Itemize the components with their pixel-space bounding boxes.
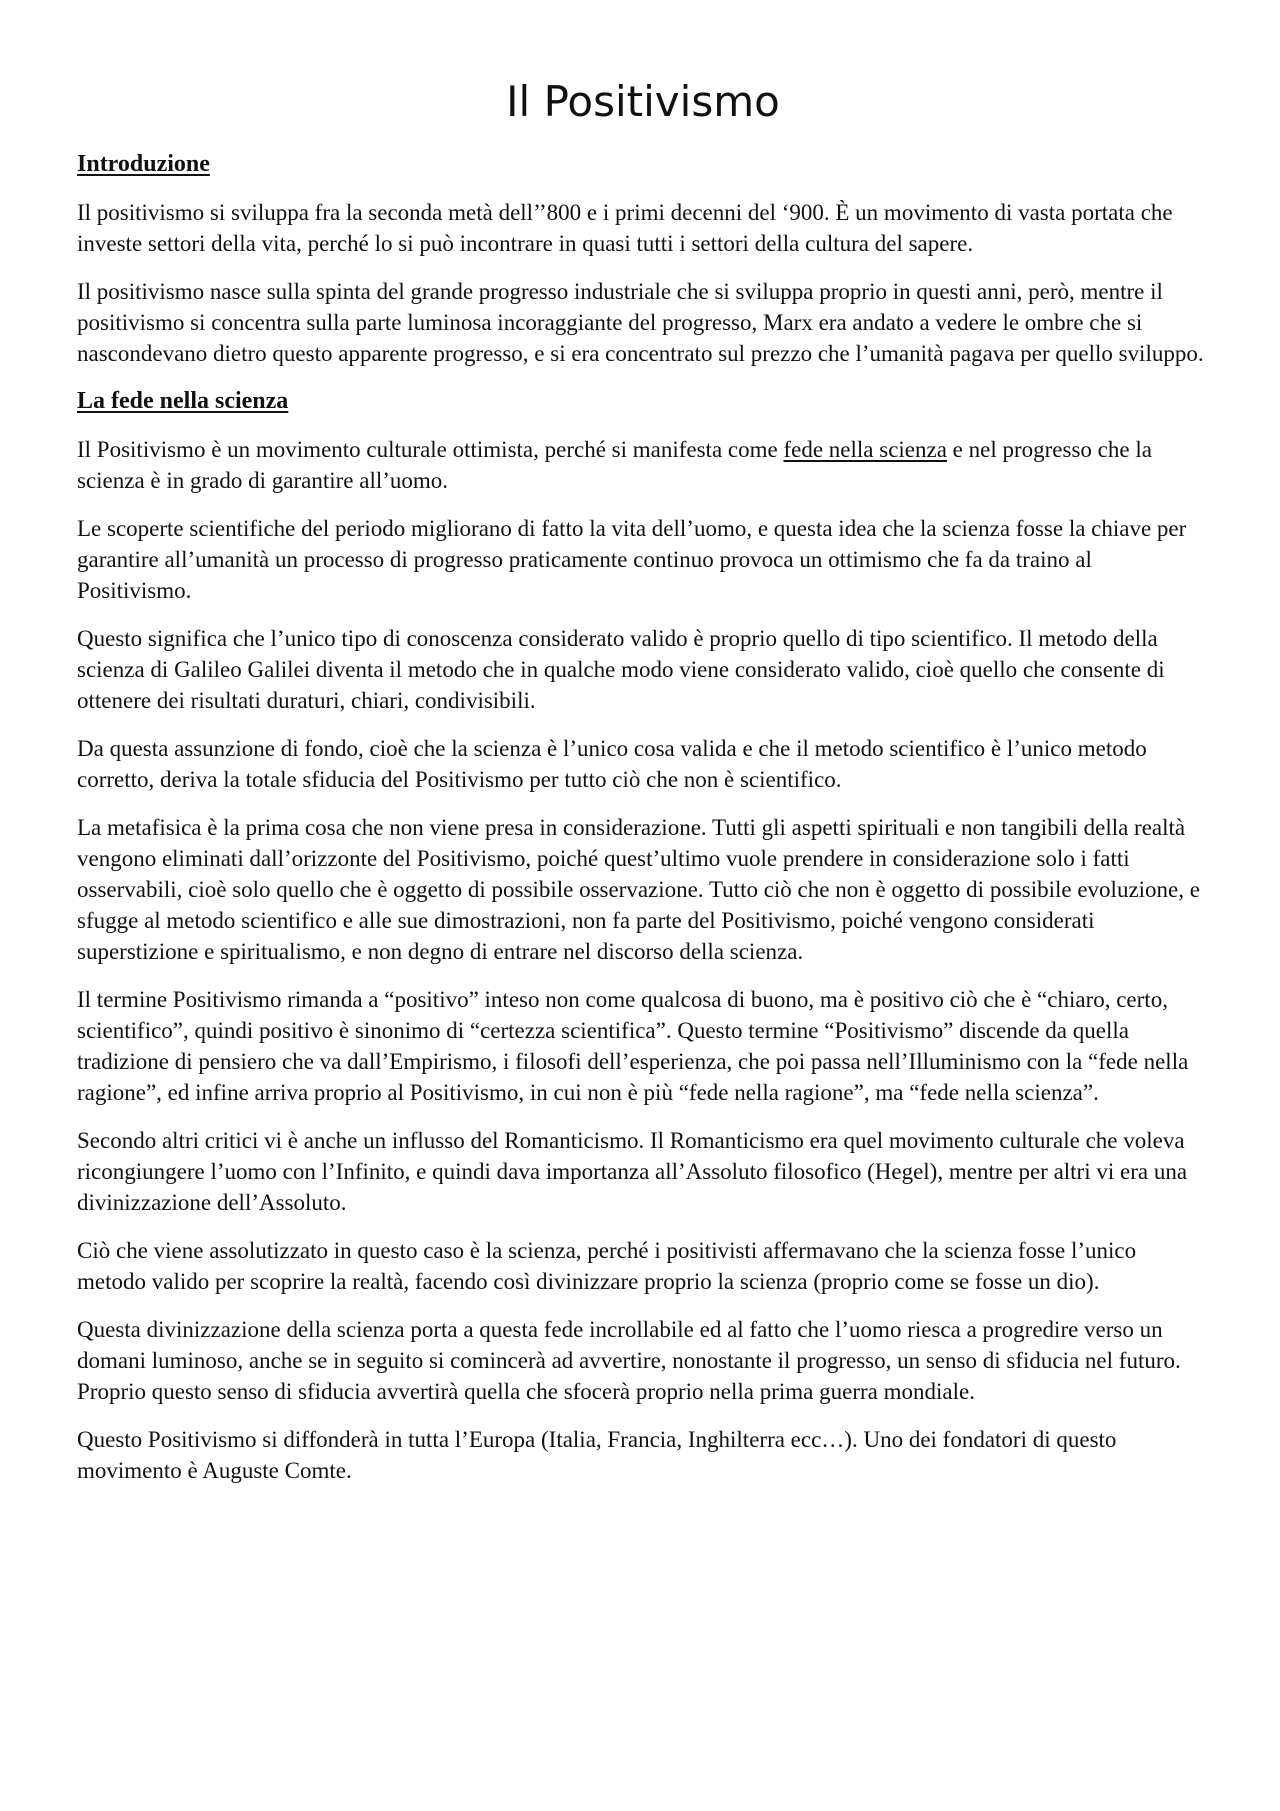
paragraph: La metafisica è la prima cosa che non viene presa in considerazione. Tutti gli aspetti spirituali e non tangibili della realtà vengono eliminati dall’orizzonte del Positivismo, poiché quest’ultimo vuole prendere in considerazione solo i fatti osservabili, cioè solo quello che è oggetto di possibile osservazione. Tutto ciò che non è oggetto di possibile evoluzione, e sfugge al metodo scientifico e alle sue dimostrazioni, non fa parte del Positivismo, poiché vengono considerati superstizione e spiritualismo, e non degno di entrare nel discorso della scienza.: [77, 815, 1200, 964]
paragraph: Questo Positivismo si diffonderà in tutta l’Europa (Italia, Francia, Inghilterra ecc…). Uno dei fondatori di questo movimento è Auguste Comte.: [77, 1427, 1117, 1483]
paragraph-text: Il Positivismo è un movimento culturale ottimista, perché si manifesta come: [77, 437, 784, 462]
paragraph: Da questa assunzione di fondo, cioè che la scienza è l’unico cosa valida e che il metodo scientifico è l’unico metodo corretto, deriva la totale sfiducia del Positivismo per tutto ciò che non è scientifico.: [77, 736, 1147, 792]
paragraph: Secondo altri critici vi è anche un influsso del Romanticismo. Il Romanticismo era quel movimento culturale che voleva ricongiungere l’uomo con l’Infinito, e quindi dava importanza all’Assoluto filosofico (Hegel), mentre per altri vi era una divinizzazione dell’Assoluto.: [77, 1128, 1188, 1215]
paragraph: [77, 434, 1209, 496]
paragraph: Il termine Positivismo rimanda a “positivo” inteso non come qualcosa di buono, ma è positivo ciò che è “chiaro, certo, scientifico”, quindi positivo è sinonimo di “certezza scientifica”. Questo termine “Positivismo” discende da quella tradizione di pensiero che va dall’Empirismo, i filosofi dell’esperienza, che poi passa nell’Illuminismo con la “fede nella ragione”, ed infine arriva proprio al Positivismo, in cui non è più “fede nella ragione”, ma “fede nella scienza”.: [77, 987, 1189, 1105]
paragraph: Questo significa che l’unico tipo di conoscenza considerato valido è proprio quello di tipo scientifico. Il metodo della scienza di Galileo Galilei diventa il metodo che in qualche modo viene considerato valido, cioè quello che consente di ottenere dei risultati duraturi, chiari, condivisibili.: [77, 626, 1165, 713]
document-page: [77, 0, 1209, 1486]
underlined-phrase: fede nella scienza: [783, 437, 947, 462]
section-heading-fede-nella-scienza: La fede nella scienza: [77, 388, 289, 414]
paragraph: Il positivismo nasce sulla spinta del grande progresso industriale che si sviluppa proprio in questi anni, però, mentre il positivismo si concentra sulla parte luminosa incoraggiante del progresso, Marx era andato a vedere le ombre che si nascondevano dietro questo apparente progresso, e si era concentrato sul prezzo che l’umanità pagava per quello sviluppo.: [77, 279, 1204, 366]
paragraph: Ciò che viene assolutizzato in questo caso è la scienza, perché i positivisti affermavano che la scienza fosse l’unico metodo valido per scoprire la realtà, facendo così divinizzare proprio la scienza (proprio come se fosse un dio).: [77, 1238, 1137, 1294]
paragraph: Le scoperte scientifiche del periodo migliorano di fatto la vita dell’uomo, e questa idea che la scienza fosse la chiave per garantire all’umanità un processo di progresso praticamente continuo provoca un ottimismo che fa da traino al Positivismo.: [77, 516, 1187, 603]
paragraph-text: e nel progresso che la scienza è in grado di garantire all’uomo.: [77, 437, 1152, 493]
section-heading-introduzione: Introduzione: [77, 151, 210, 177]
paragraph: Il positivismo si sviluppa fra la seconda metà dell’’800 e i primi decenni del ‘900. È un movimento di vasta portata che investe settori della vita, perché lo si può incontrare in quasi tutti i settori della cultura del sapere.: [77, 200, 1173, 256]
page-title: Il Positivismo: [506, 77, 780, 126]
paragraph: Questa divinizzazione della scienza porta a questa fede incrollabile ed al fatto che l’uomo riesca a progredire verso un domani luminoso, anche se in seguito si comincerà ad avvertire, nonostante il progresso, un senso di sfiducia nel futuro. Proprio questo senso di sfiducia avvertirà quella che sfocerà proprio nella prima guerra mondiale.: [77, 1317, 1181, 1404]
